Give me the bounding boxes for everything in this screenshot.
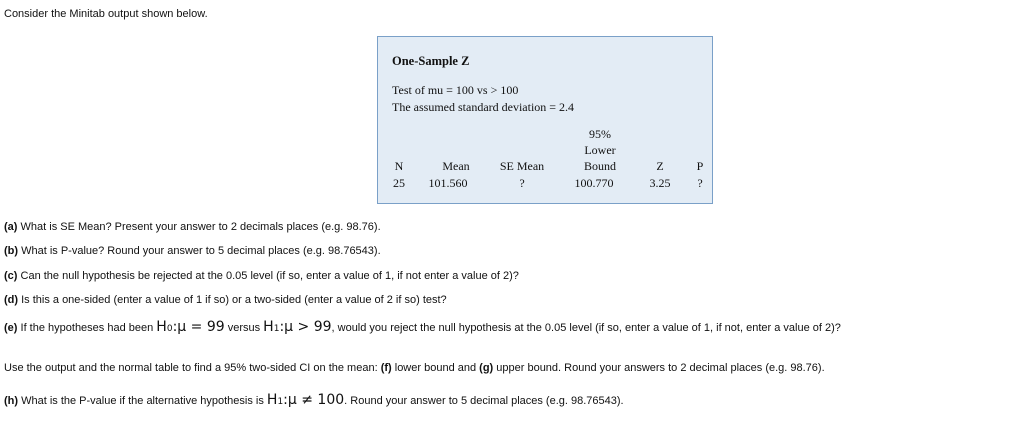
- sd-line: The assumed standard deviation = 2.4: [392, 100, 575, 114]
- header-mean: Mean: [442, 159, 470, 173]
- value-p: ?: [697, 176, 703, 190]
- value-se-mean: ?: [519, 176, 525, 190]
- question-a-label: (a): [4, 221, 18, 233]
- question-c-label: (c): [4, 270, 18, 282]
- minitab-output-box: [377, 36, 713, 204]
- question-c: [4, 270, 519, 282]
- question-h-pre: What is the P-value if the alternative hypothesis is: [21, 395, 264, 407]
- question-b-label: (b): [4, 245, 19, 257]
- value-lower-bound: 100.770: [574, 176, 614, 190]
- intro-text: Consider the Minitab output shown below.: [4, 8, 208, 20]
- header-bound-line2: Lower: [584, 143, 616, 157]
- question-a-text: What is SE Mean? Present your answer to 2 decimals places (e.g. 98.76).: [20, 221, 381, 233]
- question-g-label: (g): [479, 362, 494, 374]
- question-a: [4, 221, 381, 233]
- question-f-label: (f): [380, 362, 392, 374]
- question-g-text: upper bound. Round your answers to 2 decimal places (e.g. 98.76).: [496, 362, 825, 374]
- header-bound-line1: 95%: [589, 127, 611, 141]
- value-z: 3.25: [649, 176, 671, 190]
- question-b: [4, 245, 381, 257]
- header-se-mean: SE Mean: [499, 159, 545, 173]
- value-mean: 101.560: [428, 176, 468, 190]
- question-e-pre: If the hypotheses had been: [20, 322, 154, 334]
- hypothesis-h1: H1:μ > 99: [263, 319, 332, 335]
- header-n: N: [394, 159, 404, 173]
- question-d-text: Is this a one-sided (enter a value of 1 if so) or a two-sided (enter a value of 2 if so) test?: [21, 294, 447, 306]
- value-n: 25: [393, 176, 405, 190]
- question-ci-pre: Use the output and the normal table to find a 95% two-sided CI on the mean:: [4, 362, 378, 374]
- question-ci: [4, 362, 825, 374]
- question-d: [4, 294, 447, 306]
- hypothesis-h0: H0:μ = 99: [156, 319, 225, 335]
- test-line: Test of mu = 100 vs > 100: [392, 83, 519, 97]
- question-e-mid: versus: [227, 322, 261, 334]
- hypothesis-h1-two-sided: H1:μ ≠ 100: [266, 392, 345, 408]
- question-d-label: (d): [4, 294, 19, 306]
- question-c-text: Can the null hypothesis be rejected at the 0.05 level (if so, enter a value of 1, if not enter a value of 2)?: [20, 270, 519, 282]
- question-f-text: lower bound and: [394, 362, 477, 374]
- question-e-post: , would you reject the null hypothesis at the 0.05 level (if so, enter a value of 1, if not, enter a value of 2)?: [331, 322, 841, 334]
- header-p: P: [696, 159, 704, 173]
- question-e: [4, 319, 841, 335]
- question-b-text: What is P-value? Round your answer to 5 decimal places (e.g. 98.76543).: [21, 245, 381, 257]
- question-h-label: (h): [4, 395, 19, 407]
- question-e-label: (e): [4, 322, 18, 334]
- question-h: [4, 392, 624, 408]
- header-z: Z: [656, 159, 664, 173]
- output-title: One-Sample Z: [392, 54, 470, 68]
- header-bound-line3: Bound: [583, 159, 616, 173]
- question-h-post: . Round your answer to 5 decimal places (e.g. 98.76543).: [344, 395, 624, 407]
